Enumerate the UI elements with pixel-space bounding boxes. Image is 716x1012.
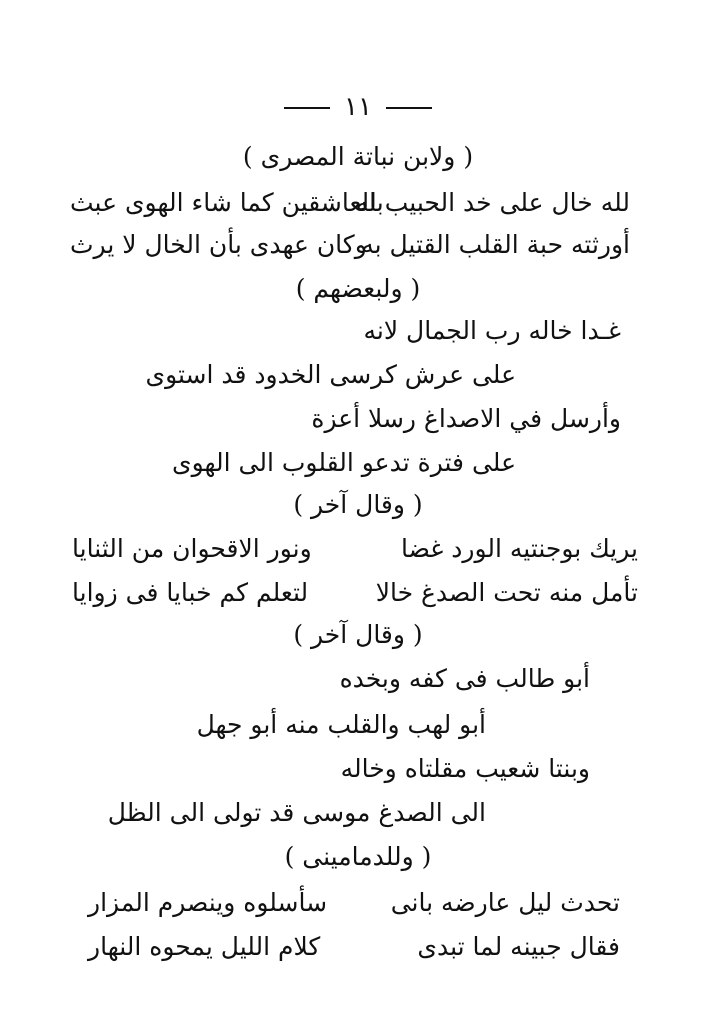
hemistich-right: أورثته حبة القلب القتيل به — [361, 230, 630, 259]
verse-line: وأرسل في الاصداغ رسلا أعزة — [311, 404, 621, 433]
hemistich-left: سأسلوه وينصرم المزار — [88, 888, 328, 917]
section-heading-damamini: ( وللدمامينى ) — [284, 842, 432, 871]
verse-line: غـدا خاله رب الجمال لانه — [363, 316, 621, 345]
couplet-5 — [88, 886, 620, 920]
hemistich-right: فقال جبينه لما تبدى — [417, 932, 620, 961]
couplet-6 — [88, 930, 620, 964]
verse-line: أبو طالب فى كفه وبخده — [339, 664, 590, 693]
header-dash-left — [284, 107, 330, 109]
verse-line: وبنتا شعيب مقلتاه وخاله — [340, 754, 590, 783]
couplet-4 — [72, 576, 638, 610]
hemistich-left: كلام الليل يمحوه النهار — [88, 932, 321, 961]
section-heading-some: ( ولبعضهم ) — [295, 274, 421, 303]
page-number: ١١ — [344, 92, 372, 122]
section-heading-ibn-nubata: ( ولابن نباتة المصرى ) — [242, 142, 474, 171]
section-heading-another-2: ( وقال آخر ) — [293, 620, 423, 649]
hemistich-left: لتعلم كم خبايا فى زوايا — [72, 578, 309, 607]
hemistich-right: تحدث ليل عارضه بانى — [390, 888, 620, 917]
verse-line: على عرش كرسى الخدود قد استوى — [145, 360, 516, 389]
verse-line: على فترة تدعو القلوب الى الهوى — [172, 448, 516, 477]
section-heading-another: ( وقال آخر ) — [293, 490, 423, 519]
couplet-1 — [70, 186, 630, 220]
verse-line: أبو لهب والقلب منه أبو جهل — [196, 710, 486, 739]
hemistich-right: يريك بوجنتيه الورد غضا — [400, 534, 638, 563]
hemistich-right: تأمل منه تحت الصدغ خالا — [375, 578, 638, 607]
hemistich-left: ونور الاقحوان من الثنايا — [72, 534, 312, 563]
couplet-3 — [72, 532, 638, 566]
hemistich-left: بالعاشقين كما شاء الهوى عبث — [70, 188, 384, 217]
hemistich-left: وكان عهدى بأن الخال لا يرث — [70, 230, 367, 259]
hemistich-right: لله خال على خد الحبيب له — [355, 188, 630, 217]
couplet-2 — [70, 228, 630, 262]
page-number-header — [0, 90, 716, 124]
verse-line: الى الصدغ موسى قد تولى الى الظل — [107, 798, 486, 827]
header-dash-right — [386, 107, 432, 109]
